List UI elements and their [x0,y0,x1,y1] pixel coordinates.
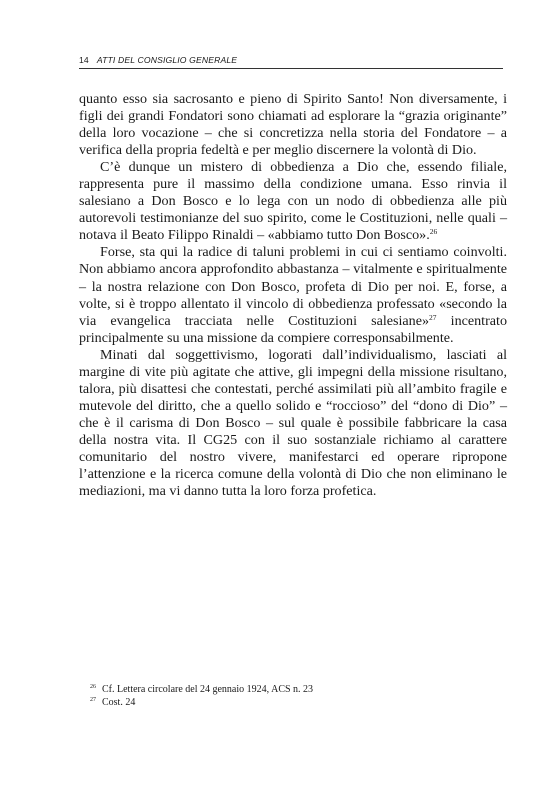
paragraph-3-text-b: incentrato principalmente su una missione da compiere corresponsabilmente. [79,312,508,346]
footnote-ref-26[interactable]: 26 [429,227,438,237]
paragraph-1: quanto esso sia sacrosanto e pieno di Spirito Santo! Non diversamente, i figli dei grandi Fondatori sono chiamati ad esplorare la “grazia originante” della loro vocazione – che si concretizza nella storia del Fondatore – a verifica della propria fedeltà e per meglio discernere la volontà di Dio. [79,91,507,159]
paragraph-3-text-a: Forse, sta qui la radice di taluni problemi in cui ci sentiamo coinvolti. Non abbiamo ancora approfondito abbastanza – vitalmente e spiritualmente – la nostra relazione con Don Bosco, profeta di Dio per noi. E, forse, a volte, si è troppo allentato il vincolo di obbedienza professato «secondo la via evangelica tracciata nelle Costituzioni salesiane» [79,244,507,329]
running-header [79,54,503,69]
footnote-number: 27 [90,696,96,703]
running-title: ATTI DEL CONSIGLIO GENERALE [96,55,238,65]
main-text [79,91,507,500]
paragraph-3 [79,244,507,346]
footnote-number: 26 [90,684,96,690]
footnotes [90,684,510,709]
paragraph-4: Minati dal soggettivismo, logorati dall’individualismo, lasciati al margine di vite più agitate che attive, gli impegni della missione risultano, talora, più disattesi che contestati, perché assimilati più all’ambito fragile e mutevole del diritto, che a quello solido e “roccioso” del “dono di Dio” – che è il carisma di Don Bosco – sul quale è possibile fabbricare la casa della nostra vita. Il CG25 con il suo sostanziale richiamo al carattere comunitario del nostro vivere, manifestarci ed operare ripropone l’attenzione e la ricerca comune della volontà di Dio che non eliminano le mediazioni, ma vi danno tutta la loro forza profetica. [79,346,507,500]
footnote-ref-27[interactable]: 27 [429,312,437,322]
page-number: 14 [79,55,89,65]
footnote-text: Cf. Lettera circolare del 24 gennaio 1924, ACS n. 23 [102,684,314,695]
footnote-26 [90,684,510,697]
paragraph-2-text: C’è dunque un mistero di obbedienza a Dio che, essendo filiale, rappresenta pure il massimo della condizione umana. Esso rinvia il salesiano a Don Bosco e lo lega con un nodo di obbedienza alle più autorevoli testimonianze del suo spirito, come le Costituzioni, nelle quali – notava il Beato Filippo Rinaldi – «abbiamo tutto Don Bosco». [79,159,507,244]
footnote-27 [90,697,510,710]
paragraph-2 [79,159,507,244]
footnote-text: Cost. 24 [102,696,136,708]
